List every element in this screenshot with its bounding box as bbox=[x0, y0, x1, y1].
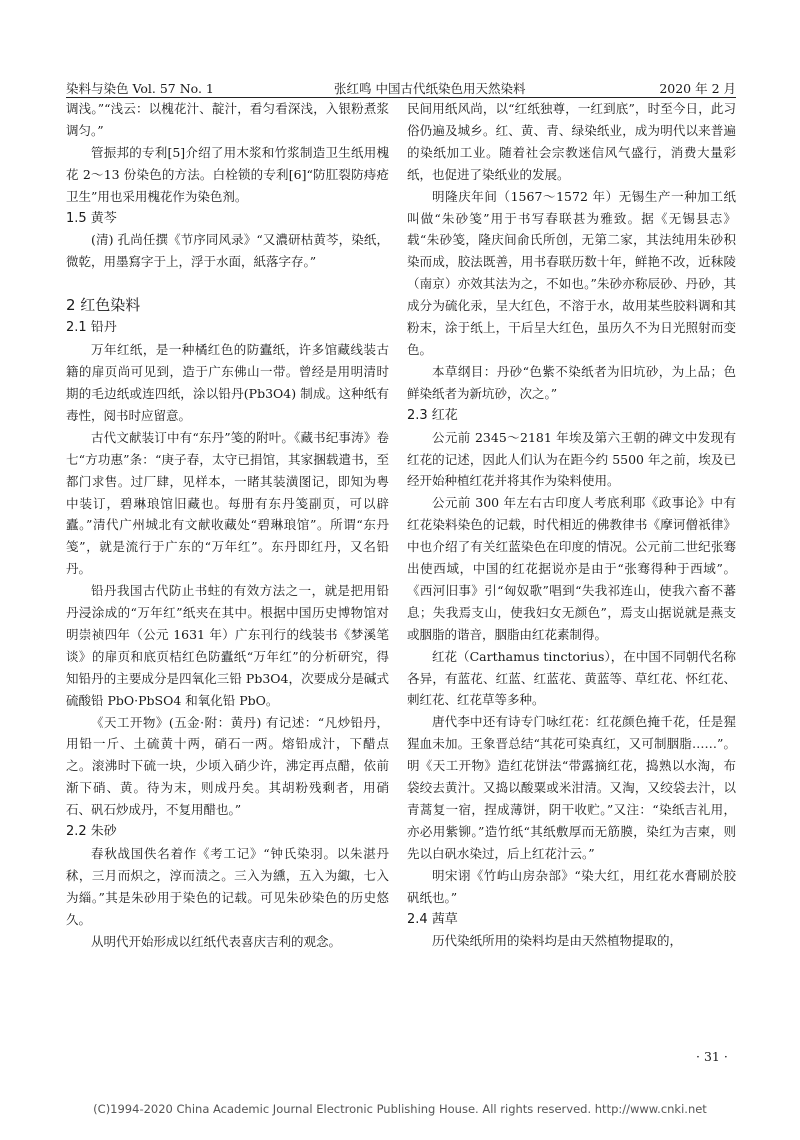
paragraph: 公元前 2345～2181 年埃及第六王朝的碑文中发现有红花的记述，因此人们认为在距今约 5500 年之前，埃及已经开始种植红花并将其作为染料使用。 bbox=[407, 429, 736, 489]
paragraph: 调浅。”“浅云：以槐花汁、靛汁，看匀看深浅，入银粉煮浆调匀。” bbox=[66, 101, 389, 138]
paragraph: 《天工开物》(五金·附：黄丹) 有记述：“凡炒铅丹，用铅一斤、土硫黄十两，硝石一两。熔铅成汁，下醋点之。滚沸时下硫一块，少顷入硝少许，沸定再点醋，依前渐下硝、黄。待为末，则成丹矣。其胡粉残剩者，用硝石、矾石炒成丹，不复用醋也。” bbox=[66, 714, 389, 818]
left-column bbox=[66, 98, 389, 953]
running-header bbox=[66, 79, 736, 98]
section-heading: 2.2 朱砂 bbox=[66, 824, 117, 840]
paragraph: 民间用纸风尚，以“红纸独尊，一红到底”，时至今日，此习俗仍遍及城乡。红、黄、青、绿染纸业，成为明代以来普遍的染纸加工业。随着社会宗教迷信风气盛行，消费大量彩纸，也促进了染纸业的发展。 bbox=[407, 101, 736, 182]
paragraph: 万年红纸，是一种橘红色的防蠹纸，许多馆藏线装古籍的扉页尚可见到，造于广东佛山一带。曾经是用明清时期的毛边纸或连四纸，涂以铅丹(Pb3O4) 制成。这种纸有毒性，阅书时应留意。 bbox=[66, 342, 389, 423]
paragraph: 公元前 300 年左右古印度人考底利耶《政事论》中有红花染料染色的记载，时代相近的佛教律书《摩诃僧祇律》中也介绍了有关红蓝染色在印度的情况。公元前二世纪张骞出使西域，中国的红花据说亦是由于“张骞得种于西域”。《西河旧事》引“匈奴歌”唱到“失我祁连山，使我六畜不蕃息；失我焉支山，使我妇女无颜色”，焉支山据说就是燕支或胭脂的谐音，胭脂由红花素制得。 bbox=[407, 495, 736, 642]
paragraph: 唐代李中还有诗专门咏红花：红花颜色掩千花，任是猩猩血未加。王象晋总结“其花可染真红，又可制胭脂……”。明《天工开物》造红花饼法“带露摘红花，捣熟以水淘，布袋绞去黄汁。又捣以酸粟或米泔清。又淘，又绞袋去汁，以青蒿复一宿，捏成薄饼，阴干收贮。”又注：“染纸吉礼用，亦必用紫铆。”造竹纸“其纸敷厚而无筋膜，染红为吉柬，则先以白矾水染过，后上红花汁云。” bbox=[407, 714, 736, 861]
issue-date: 2020 年 2 月 bbox=[659, 81, 736, 96]
paragraph: 从明代开始形成以红纸代表喜庆吉利的观念。 bbox=[91, 933, 342, 949]
paragraph: 明隆庆年间（1567～1572 年）无锡生产一种加工纸叫做“朱砂笺”用于书写春联甚为雅致。据《无锡县志》载“朱砂笺，隆庆间俞氏所创，无第二家，其法纯用朱砂积染而成，胶法既善，用书春联历数十年，鲜艳不改，近秣陵（南京）亦效其法为之，不如也。”朱砂亦称辰砂、丹砂，其成分为硫化汞，呈大红色，不溶于水，故用某些胶料调和其粉末，涂于纸上，干后呈大红色，虽历久不为日光照射而变色。 bbox=[407, 188, 736, 357]
section-heading: 2.1 铅丹 bbox=[66, 320, 117, 336]
paragraph: 古代文献装订中有“东丹”笺的附叶。《藏书纪事涛》卷七“方功惠”条：“庚子春，太守已捐馆，其家捆载遣书，至都门求售。过厂肆，见样本，一睹其装潢图记，即知为粤中装订，碧琳琅馆旧藏也。每册有东丹笺副页，可以辟蠹。”清代广州城北有文献收藏处“碧琳琅馆”。所谓“东丹笺”，就是流行于广东的“万年红”。东丹即红丹，又名铅丹。 bbox=[66, 429, 389, 577]
paragraph: 铅丹我国古代防止书蛀的有效方法之一，就是把用铅丹浸涂成的“万年红”纸夹在其中。根据中国历史博物馆对明崇祯四年（公元 1631 年）广东刊行的线装书《梦溪笔谈》的扉页和底页桔红色防蠹纸“万年红”的分析研究，得知铅丹的主要成分是四氧化三铅 Pb3O4，次要成分是碱式硫酸铅 PbO·PbSO4 和氧化铅 PbO。 bbox=[66, 583, 389, 708]
copyright-footer: (C)1994-2020 China Academic Journal Electronic Publishing House. All rights reserved. http://www.cnki.net bbox=[93, 1102, 707, 1116]
paragraph: 本草纲目：丹砂“色紫不染纸者为旧坑砂，为上品；色鲜染纸者为新坑砂，次之。” bbox=[407, 363, 736, 401]
section-heading: 1.5 黄芩 bbox=[66, 210, 117, 226]
article-title: 张红鸣 中国古代纸染色用天然染料 bbox=[334, 81, 526, 96]
paragraph: (清) 孔尚任撰《节序同风录》“又濃研枯黄芩，染纸，微乾，用墨寫字于上，浮于水面，紙落字存。” bbox=[66, 232, 389, 270]
paragraph: 红花（Carthamus tinctorius），在中国不同朝代名称各异，有蓝花、红蓝、红蓝花、黄蓝等、草红花、怀红花、刺红花、红花草等多种。 bbox=[407, 648, 736, 708]
paragraph: 春秋战国佚名着作《考工记》“钟氏染羽。以朱湛丹秫，三月而炽之，淳而渍之。三入为纁，五入为緅，七入为緇。”其是朱砂用于染色的记载。可见朱砂染色的历史悠久。 bbox=[66, 846, 389, 927]
section-heading: 2.3 红花 bbox=[407, 407, 458, 423]
chapter-heading: 2 红色染料 bbox=[66, 296, 141, 315]
right-column bbox=[407, 98, 736, 952]
paragraph: 管振邦的专利[5]介绍了用木浆和竹浆制造卫生纸用槐花 2～13 份染色的方法。白栓锁的专利[6]“防肛裂防痔疮卫生”用也采用槐花作为染色剂。 bbox=[66, 144, 389, 204]
section-heading: 2.4 茜草 bbox=[407, 911, 458, 927]
journal-name: 染料与染色 Vol. 57 No. 1 bbox=[66, 81, 214, 96]
paragraph: 历代染纸所用的染料均是由天然植物提取的， bbox=[432, 933, 683, 949]
paragraph: 明宋诩《竹屿山房杂部》“染大红，用红花水膏刷於胶矾纸也。” bbox=[407, 867, 736, 905]
page-number: · 31 · bbox=[696, 1049, 728, 1064]
